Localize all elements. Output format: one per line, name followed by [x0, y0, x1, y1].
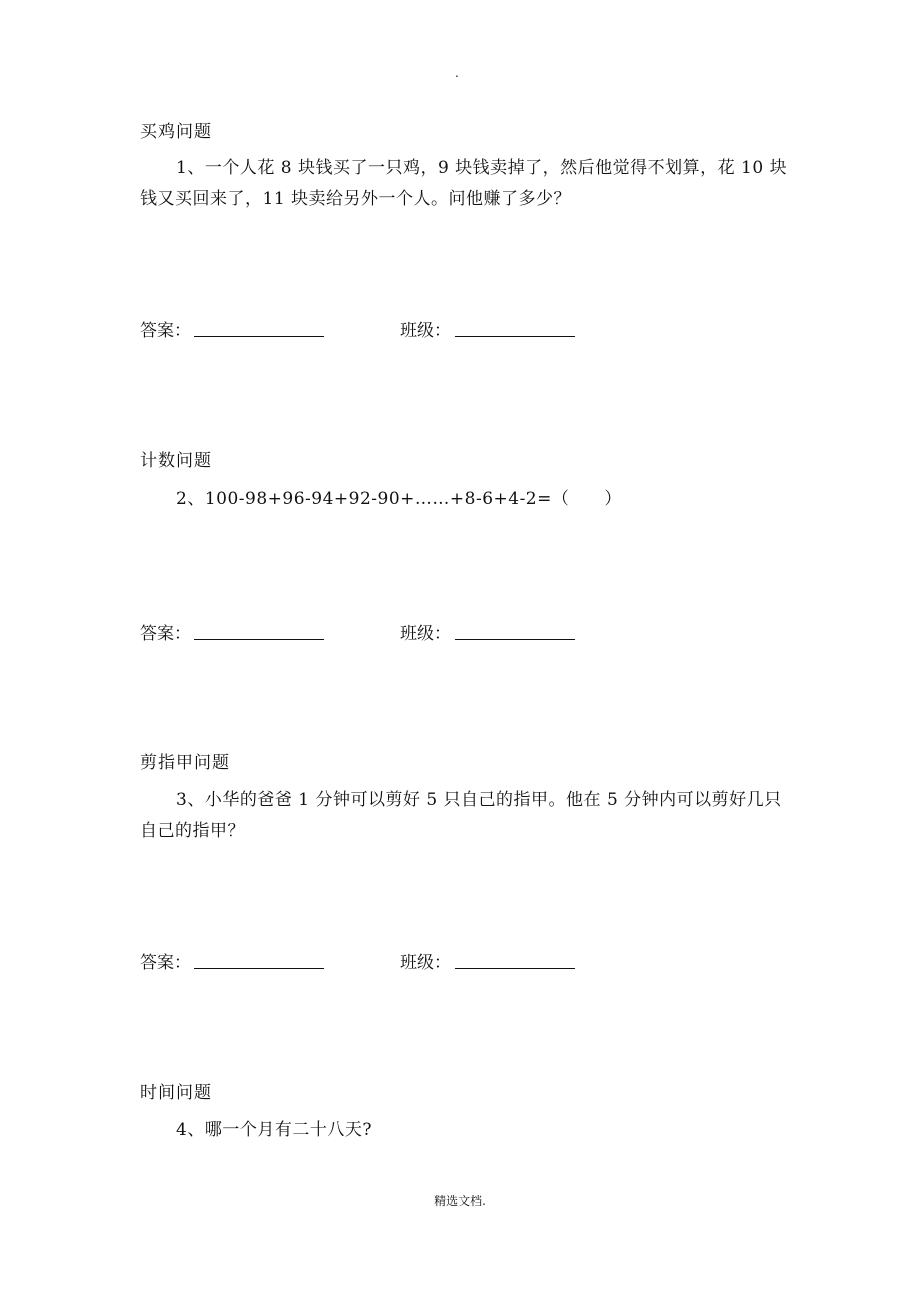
answer-blank[interactable]	[194, 336, 324, 337]
answer-blank[interactable]	[194, 968, 324, 969]
answer-label: 答案：	[140, 624, 191, 644]
page-header-mark: .	[455, 66, 459, 80]
question-3: 3、小华的爸爸 1 分钟可以剪好 5 只自己的指甲。他在 5 分钟内可以剪好几只自己的指甲？	[140, 790, 782, 841]
question-4: 4、哪一个月有二十八天?	[176, 1120, 372, 1140]
section-heading-nails: 剪指甲问题	[140, 753, 230, 773]
question-1: 1、一个人花 8 块钱买了一只鸡，9 块钱卖掉了，然后他觉得不划算，花 10 块钱又买回来了，11 块卖给另外一个人。问他赚了多少？	[140, 158, 788, 209]
class-label: 班级：	[400, 624, 451, 644]
section-heading-counting: 计数问题	[140, 451, 212, 471]
class-label: 班级：	[400, 321, 451, 341]
class-label: 班级：	[400, 953, 451, 973]
section-heading-chicken: 买鸡问题	[140, 122, 212, 142]
answer-label: 答案：	[140, 321, 191, 341]
section-heading-time: 时间问题	[140, 1083, 212, 1103]
answer-label: 答案：	[140, 953, 191, 973]
question-2: 2、100-98+96-94+92-90+……+8-6+4-2=（ ）	[176, 489, 622, 509]
class-blank[interactable]	[455, 968, 575, 969]
class-blank[interactable]	[455, 336, 575, 337]
page-footer: 精选文档.	[434, 1194, 486, 1208]
class-blank[interactable]	[455, 639, 575, 640]
answer-blank[interactable]	[194, 639, 324, 640]
